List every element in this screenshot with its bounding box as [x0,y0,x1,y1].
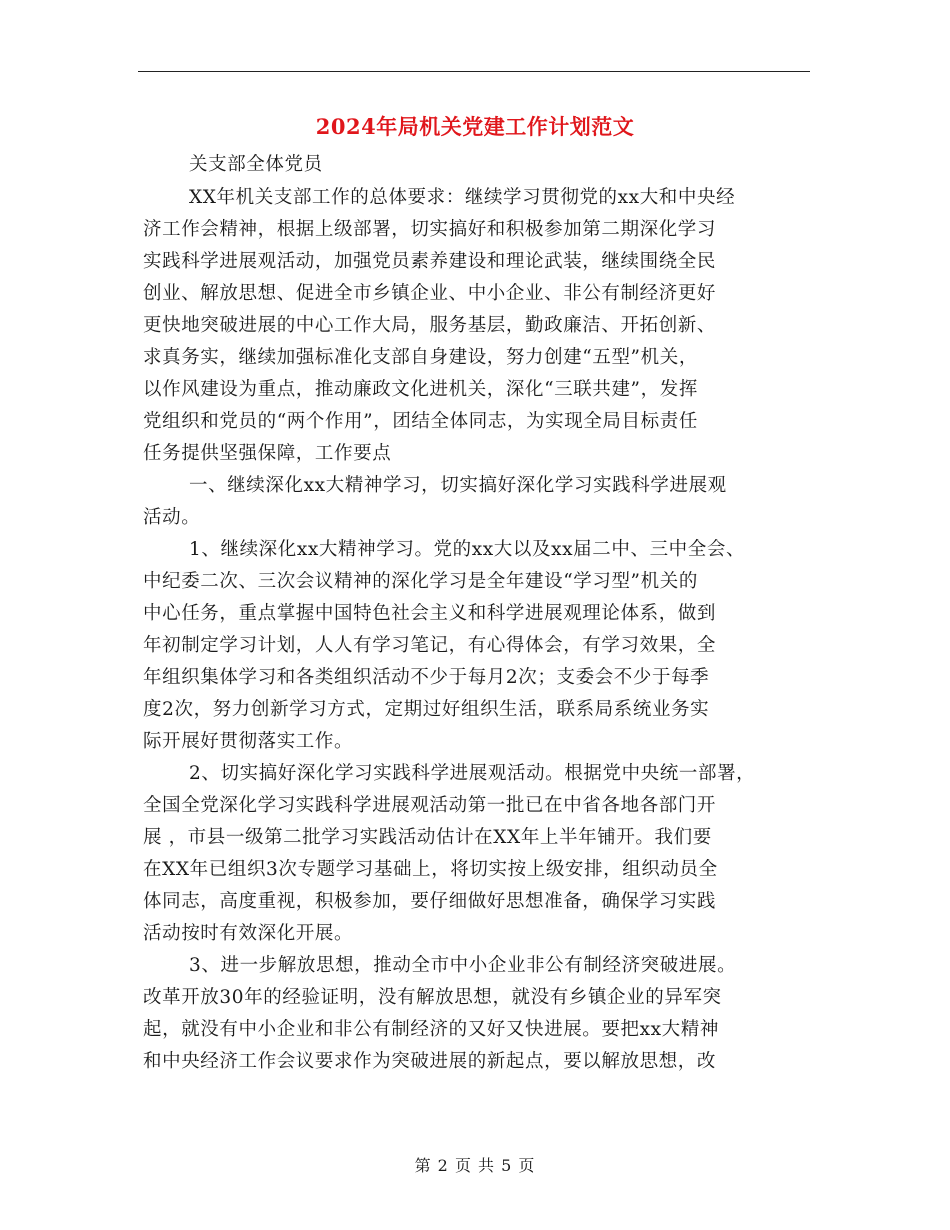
text-line: 关支部全体党员 [189,154,323,175]
text-line: XX年机关支部工作的总体要求：继续学习贯彻党的xx大和中央经 [189,187,736,208]
text-line: 创业、解放思想、促进全市乡镇企业、中小企业、非公有制经济更好 [143,283,717,304]
text-line: 展 ，市县一级第二批学习实践活动估计在XX年上半年铺开。我们要 [143,827,712,848]
text-line: 改革开放30年的经验证明，没有解放思想，就没有乡镇企业的异军突 [143,987,722,1008]
text-line: 在XX年已组织3次专题学习基础上，将切实按上级安排，组织动员全 [143,859,718,880]
section-heading-line: 一、继续深化xx大精神学习，切实搞好深化学习实践科学进展观 [189,475,727,496]
text-line: 以作风建设为重点，推动廉政文化进机关，深化“三联共建”，发挥 [143,379,698,400]
text-line: 实践科学进展观活动，加强党员素养建设和理论武装，继续围绕全民 [143,251,717,272]
text-line: 中纪委二次、三次会议精神的深化学习是全年建设“学习型”机关的 [143,571,698,592]
paragraph-start-line: 1、继续深化xx大精神学习。党的xx大以及xx届二中、三中全会、 [189,539,746,560]
text-line: 活动按时有效深化开展。 [143,923,354,944]
text-line: 和中央经济工作会议要求作为突破进展的新起点，要以解放思想，改 [143,1051,717,1072]
text-line: 党组织和党员的“两个作用”，团结全体同志，为实现全局目标责任 [143,411,698,432]
text-line: 年初制定学习计划，人人有学习笔记，有心得体会，有学习效果，全 [143,635,717,656]
text-line: 中心任务，重点掌握中国特色社会主义和科学进展观理论体系，做到 [143,603,717,624]
text-line: 全国全党深化学习实践科学进展观活动第一批已在中省各地各部门开 [143,795,717,816]
text-line: 求真务实，继续加强标准化支部自身建设，努力创建“五型”机关， [143,347,698,368]
text-line: 活动。 [143,507,201,528]
text-line: 年组织集体学习和各类组织活动不少于每月2次；支委会不少于每季 [143,667,710,688]
header-rule [138,71,810,72]
text-line: 济工作会精神，根据上级部署，切实搞好和积极参加第二期深化学习 [143,219,717,240]
text-line: 起，就没有中小企业和非公有制经济的又好又快进展。要把xx大精神 [143,1019,719,1040]
paragraph-start-line: 2、切实搞好深化学习实践科学进展观活动。根据党中央统一部署， [189,763,756,784]
text-line: 度2次，努力创新学习方式，定期过好组织生活，联系局系统业务实 [143,699,710,720]
page-number-footer: 第 2 页 共 5 页 [414,1156,536,1175]
text-line: 际开展好贯彻落实工作。 [143,731,354,752]
paragraph-start-line: 3、进一步解放思想，推动全市中小企业非公有制经济突破进展。 [189,955,737,976]
text-line: 体同志，高度重视，积极参加，要仔细做好思想准备，确保学习实践 [143,891,717,912]
text-line: 任务提供坚强保障，工作要点 [143,443,392,464]
document-title: 2024年局机关党建工作计划范文 [315,114,635,139]
text-line: 更快地突破进展的中心工作大局，服务基层，勤政廉洁、开拓创新、 [143,315,717,336]
